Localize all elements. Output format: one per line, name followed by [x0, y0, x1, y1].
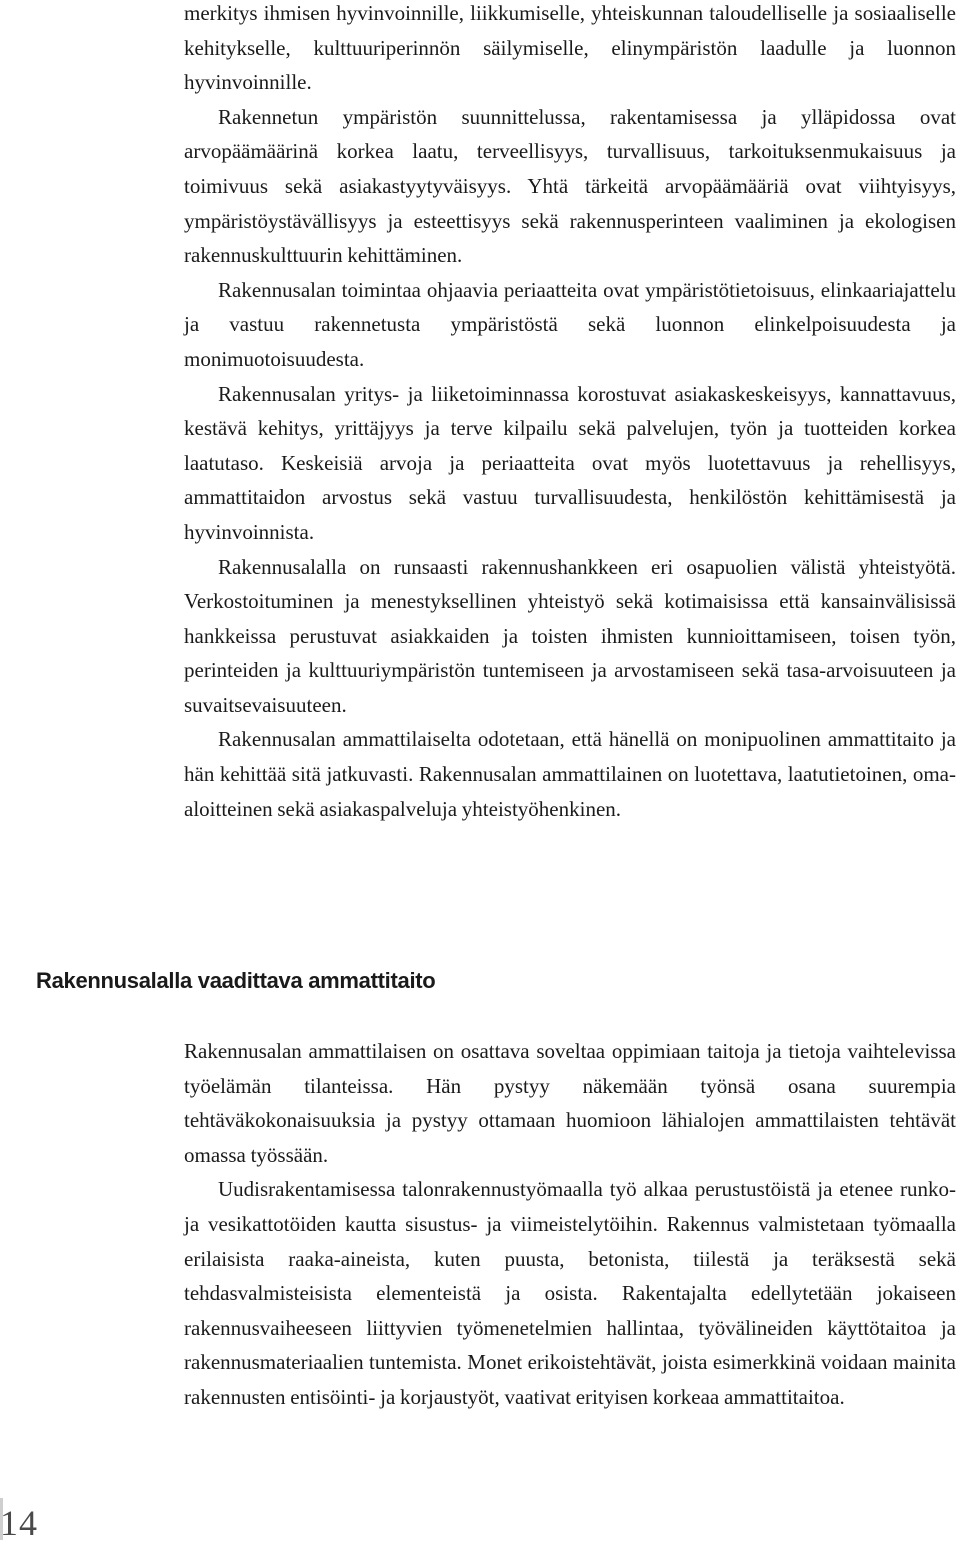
page-number: 14 [0, 1503, 38, 1543]
paragraph: Rakennusalalla on runsaasti rakennushankkeen eri osapuolien välistä yhteistyötä. Verkostoituminen ja menestyksellinen yhteistyö sekä kotimaisissa että kansainvälisissä hankkeissa perustuvat asiakkaiden ja toisten ihmisten kunnioittamiseen, toisen työn, perinteiden ja kulttuuriympäristön tuntemiseen ja arvostamiseen sekä tasa-arvoisuuteen ja suvaitsevaisuuteen. [184, 554, 956, 717]
body-text-top [184, 0, 956, 826]
paragraph: Rakennetun ympäristön suunnittelussa, rakentamisessa ja ylläpidossa ovat arvopäämäärinä korkea laatu, terveellisyys, turvallisuus, tarkoituksenmukaisuus ja toimivuus sekä asiakastyytyväisyys. Yhtä tärkeitä arvopäämääriä ovat viihtyisyys, ympäristöystävällisyys ja esteettisyys sekä rakennusperinteen vaaliminen ja ekologisen rakennuskulttuurin kehittäminen. [184, 104, 956, 268]
paragraph: Uudisrakentamisessa talonrakennustyömaalla työ alkaa perustustöistä ja etenee runko- ja vesikattotöiden kautta sisustus- ja viimeistelytöihin. Rakennus valmistetaan työmaalla erilaisista raaka-aineista, kuten puusta, betonista, tiilestä ja teräksestä sekä tehdasvalmisteisista elementeistä ja osista. Rakentajalta edellytetään jokaiseen rakennusvaiheeseen liittyvien työmenetelmien hallintaa, työvälineiden käyttötaitoa ja rakennusmateriaalien tuntemista. Monet erikoistehtävät, joista esimerkkinä voidaan mainita rakennusten entisöinti- ja korjaustyöt, vaativat erityisen korkeaa ammattitaitoa. [184, 1177, 956, 1409]
section-heading: Rakennusalalla vaadittava ammattitaito [36, 968, 436, 993]
body-text-section [184, 1034, 956, 1415]
paragraph: Rakennusalan yritys- ja liiketoiminnassa korostuvat asiakaskeskeisyys, kannattavuus, kestävä kehitys, yrittäjyys ja terve kilpailu sekä palvelujen, työn ja tuotteiden korkea laatutaso. Keskeisiä arvoja ja periaatteita ovat myös luotettavuus ja rehellisyys, ammattitaidon arvostus sekä vastuu turvallisuudesta, henkilöstön kehittämisestä ja hyvinvoinnista. [184, 381, 956, 544]
paragraph: merkitys ihmisen hyvinvoinnille, liikkumiselle, yhteiskunnan taloudelliselle ja sosiaaliselle kehitykselle, kulttuuriperinnön säilymiselle, elinympäristön laadulle ja luonnon hyvinvoinnille. [184, 1, 956, 95]
paragraph: Rakennusalan toimintaa ohjaavia periaatteita ovat ympäristötietoisuus, elinkaariajattelu ja vastuu rakennetusta ympäristöstä sekä luonnon elinkelpoisuudesta ja monimuotoisuudesta. [184, 277, 956, 371]
paragraph: Rakennusalan ammattilaisen on osattava soveltaa oppimiaan taitoja ja tietoja vaihtelevissa työelämän tilanteissa. Hän pystyy näkemään työnsä osana suurempia tehtäväkokonaisuuksia ja pystyy ottamaan huomioon lähialojen ammattilaisten tehtävät omassa työssään. [184, 1039, 956, 1167]
paragraph: Rakennusalan ammattilaiselta odotetaan, että hänellä on monipuolinen ammattitaito ja hän kehittää sitä jatkuvasti. Rakennusalan ammattilainen on luotettava, laatutietoinen, oma-aloitteinen sekä asiakaspalveluja yhteistyöhenkinen. [184, 727, 956, 821]
